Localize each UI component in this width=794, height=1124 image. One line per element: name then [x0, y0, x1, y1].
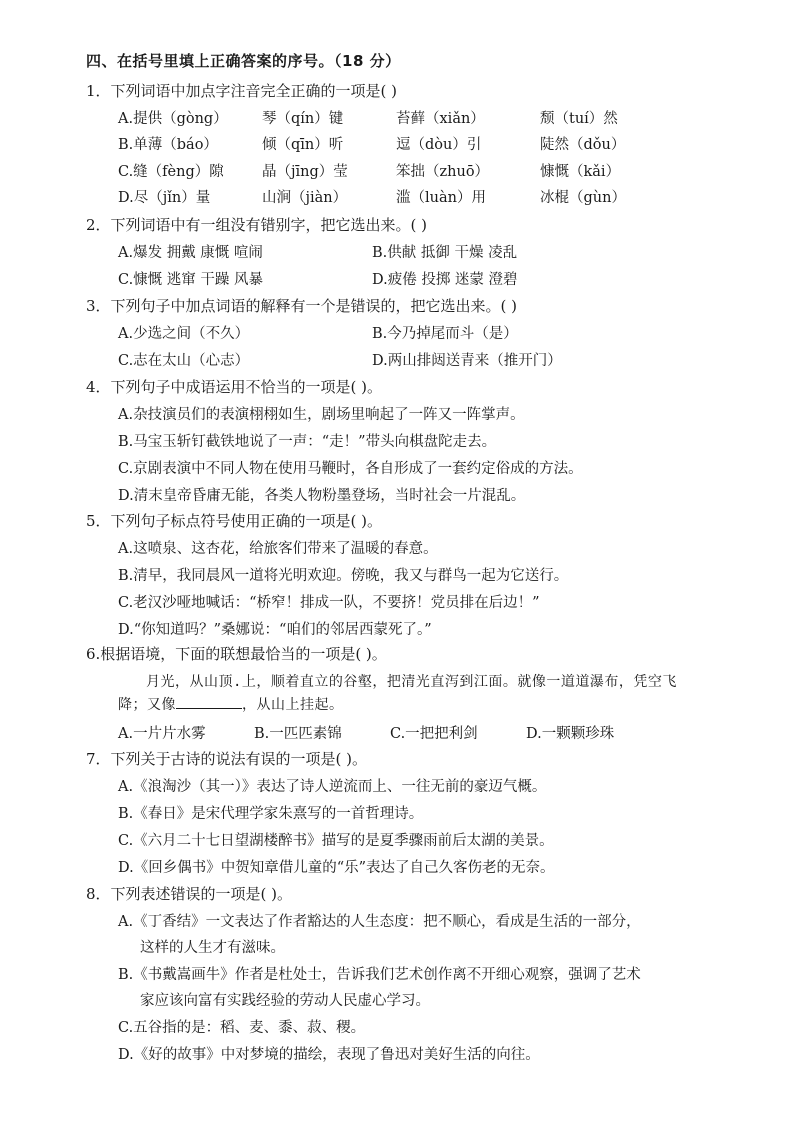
q1-d-1: D.尽（jǐn）量 [118, 190, 211, 206]
q5-option-b: B.清早，我同晨风一道将光明欢迎。傍晚，我又与群鸟一起为它送行。 [118, 568, 569, 584]
q3-option-c: C.志在太山（心志） [118, 353, 250, 369]
q5-option-a: A.这喷泉、这杏花，给旅客们带来了温暖的春意。 [118, 541, 438, 557]
q8-option-d: D.《好的故事》中对梦境的描绘，表现了鲁迅对美好生活的向往。 [118, 1047, 540, 1063]
q6-option-a: A.一片片水雾 [118, 726, 206, 742]
q1-c-2: 晶（jīng）莹 [262, 164, 348, 180]
question-4-stem: 4．下列句子中成语运用不恰当的一项是( )。 [86, 378, 383, 396]
question-5-stem: 5．下列句子标点符号使用正确的一项是( )。 [86, 512, 383, 530]
q3-option-d: D.两山排闼送青来（推开门） [372, 353, 562, 369]
q2-option-a: A.爆发 拥戴 康慨 喧闹 [118, 245, 263, 261]
q1-a-1: A.提供（gòng） [118, 111, 228, 127]
q1-c-4: 慷慨（kǎi） [540, 164, 621, 180]
question-6-stem: 6.根据语境，下面的联想最恰当的一项是( )。 [86, 645, 387, 663]
question-3-stem: 3．下列句子中加点词语的解释有一个是错误的，把它选出来。( ) [86, 297, 518, 315]
question-7-stem: 7．下列关于古诗的说法有误的一项是( )。 [86, 750, 368, 768]
q4-option-d: D.清末皇帝昏庸无能，各类人物粉墨登场，当时社会一片混乱。 [118, 488, 526, 504]
q4-option-b: B.马宝玉斩钉截铁地说了一声：“走！”带头向棋盘陀走去。 [118, 434, 497, 450]
q1-c-3: 笨拙（zhuō） [396, 164, 490, 180]
q1-d-2: 山涧（jiàn） [262, 190, 348, 206]
q1-d-4: 冰棍（gùn） [540, 190, 626, 206]
q6-option-b: B.一匹匹素锦 [254, 726, 342, 742]
q1-a-2: 琴（qín）键 [262, 111, 344, 127]
q3-option-a: A.少选之间（不久） [118, 326, 250, 342]
q1-d-3: 滥（luàn）用 [396, 190, 486, 206]
question-2-stem: 2．下列词语中有一组没有错别字，把它选出来。( ) [86, 216, 428, 234]
q6-passage-start: 降；又像 [118, 697, 176, 713]
q1-b-1: B.单薄（báo） [118, 137, 218, 153]
question-8-stem: 8．下列表述错误的一项是( )。 [86, 885, 293, 903]
q4-option-c: C.京剧表演中不同人物在使用马鞭时，各自形成了一套约定俗成的方法。 [118, 461, 583, 477]
q8-option-b-line-2: 家应该向富有实践经验的劳动人民虚心学习。 [140, 993, 430, 1009]
q1-b-2: 倾（qīn）听 [262, 137, 344, 153]
q5-option-d: D.“你知道吗？”桑娜说：“咱们的邻居西蒙死了。” [118, 622, 432, 638]
q1-b-4: 陡然（dǒu） [540, 137, 626, 153]
q1-b-3: 逗（dòu）引 [396, 137, 482, 153]
q7-option-b: B.《春日》是宋代理学家朱熹写的一首哲理诗。 [118, 806, 424, 822]
q6-option-d: D.一颗颗珍珠 [526, 726, 615, 742]
q2-option-c: C.慷慨 逃窜 干躁 风暴 [118, 272, 264, 288]
q4-option-a: A.杂技演员们的表演栩栩如生，剧场里响起了一阵又一阵掌声。 [118, 407, 525, 423]
q6-option-c: C.一把把利剑 [390, 726, 478, 742]
q7-option-d: D.《回乡偶书》中贺知章借儿童的“乐”表达了自己久客伤老的无奈。 [118, 860, 555, 876]
q1-c-1: C.缝（fèng）隙 [118, 164, 224, 180]
section-title: 四、在括号里填上正确答案的序号。（18 分） [86, 52, 401, 70]
q6-passage-line-1: 月光，从山顶.上，顺着直立的谷壑，把清光直泻到江面。就像一道道瀑布，凭空飞 [146, 674, 677, 690]
q7-option-c: C.《六月二十七日望湖楼醉书》描写的是夏季骤雨前后太湖的美景。 [118, 833, 554, 849]
q6-passage-end: ，从山上挂起。 [242, 697, 344, 713]
q2-option-d: D.疲倦 投掷 迷蒙 澄碧 [372, 272, 518, 288]
q1-a-3: 苔藓（xiǎn） [396, 111, 485, 127]
q8-option-a-line-2: 这样的人生才有滋味。 [140, 940, 285, 956]
question-1-stem: 1．下列词语中加点字注音完全正确的一项是( ) [86, 82, 398, 100]
q6-passage-line-2 [118, 694, 344, 714]
q3-option-b: B.今乃掉尾而斗（是） [372, 326, 518, 342]
q8-option-b-line-1: B.《书戴嵩画牛》作者是杜处士，告诉我们艺术创作离不开细心观察，强调了艺术 [118, 967, 641, 983]
q7-option-a: A.《浪淘沙（其一）》表达了诗人逆流而上、一往无前的豪迈气概。 [118, 779, 547, 795]
q1-a-4: 颓（tuí）然 [540, 111, 618, 127]
q5-option-c: C.老汉沙哑地喊话：“桥窄！排成一队，不要挤！党员排在后边！” [118, 595, 540, 611]
fill-in-blank [176, 694, 242, 709]
q8-option-a-line-1: A.《丁香结》一文表达了作者豁达的人生态度：把不顺心，看成是生活的一部分， [118, 914, 641, 930]
q8-option-c: C.五谷指的是：稻、麦、黍、菽、稷。 [118, 1020, 366, 1036]
q2-option-b: B.供献 抵御 干燥 凌乱 [372, 245, 518, 261]
